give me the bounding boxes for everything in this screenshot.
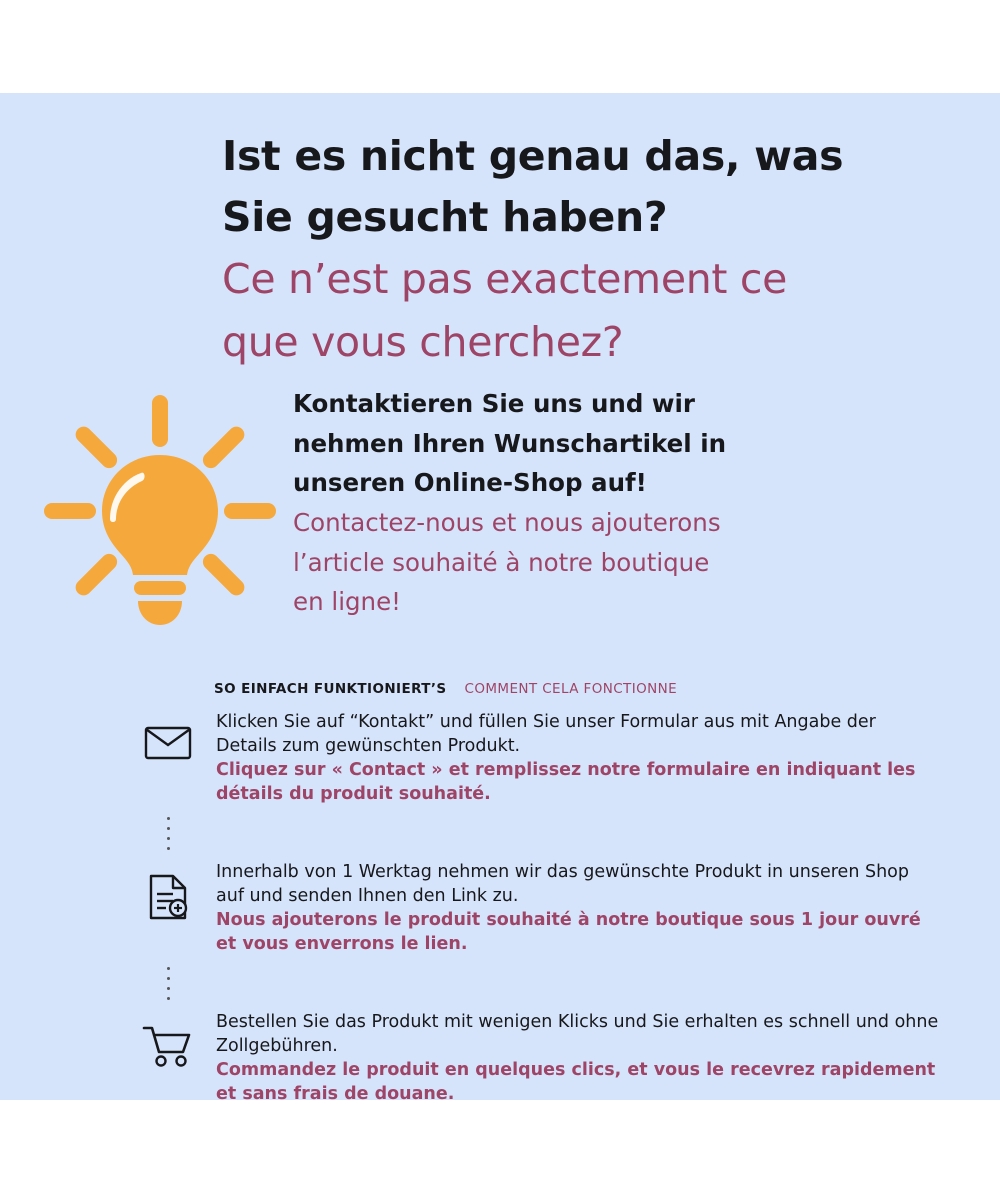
step-text-fr: Nous ajouterons le produit souhaité à notre boutique sous 1 jour ouvré et vous enverrons le lien. [216,910,921,955]
how-it-works-label-fr: COMMENT CELA FONCTIONNE [464,681,678,697]
subheadline-fr-line3: en ligne! [293,587,401,617]
dotted-connector-icon [120,958,216,1008]
step-connector [120,958,940,1008]
step-connector [120,808,940,858]
step-text [216,708,940,807]
subheadline-fr-line1: Contactez-nous et nous ajouterons [293,508,721,538]
subheadline-de-line1: Kontaktieren Sie uns und wir [293,389,696,418]
steps-list [120,708,940,1108]
headline-block [222,126,922,373]
headline-de-line2: Sie gesucht haben? [222,192,668,241]
step-text [216,858,940,957]
step-item [120,708,940,808]
lightbulb-icon [34,385,284,635]
how-it-works-label [214,681,677,697]
dotted-connector-icon [120,808,216,858]
step-text-fr: Cliquez sur « Contact » et remplissez notre formulaire en indiquant les détails du produit souhaité. [216,760,916,805]
step-text [216,1008,940,1107]
headline-fr-line2: que vous cherchez? [222,318,624,367]
subheadline-de-line3: unseren Online-Shop auf! [293,468,647,498]
how-it-works-label-de: SO EINFACH FUNKTIONIERT’S [214,681,447,697]
headline-fr-line1: Ce n’est pas exactement ce [222,255,788,304]
document-add-icon [120,858,216,920]
step-text-de: Innerhalb von 1 Werktag nehmen wir das gewünschte Produkt in unseren Shop auf und senden Ihnen den Link zu. [216,862,909,907]
subheadline-fr-line2: l’article souhaité à notre boutique [293,547,710,577]
step-item [120,858,940,958]
step-text-de: Klicken Sie auf “Kontakt” und füllen Sie unser Formular aus mit Angabe der Details zum gewünschten Produkt. [216,712,876,757]
step-text-fr: Commandez le produit en quelques clics, et vous le recevrez rapidement et sans frais de douane. [216,1060,936,1105]
envelope-icon [120,708,216,760]
subheadline-de-line2: nehmen Ihren Wunschartikel in [293,428,727,458]
step-text-de: Bestellen Sie das Produkt mit wenigen Klicks und Sie erhalten es schnell und ohne Zollgebühren. [216,1012,939,1057]
shopping-cart-icon [120,1008,216,1068]
subheadline-block [293,384,913,622]
headline-de-line1: Ist es nicht genau das, was [222,132,844,180]
step-item [120,1008,940,1108]
